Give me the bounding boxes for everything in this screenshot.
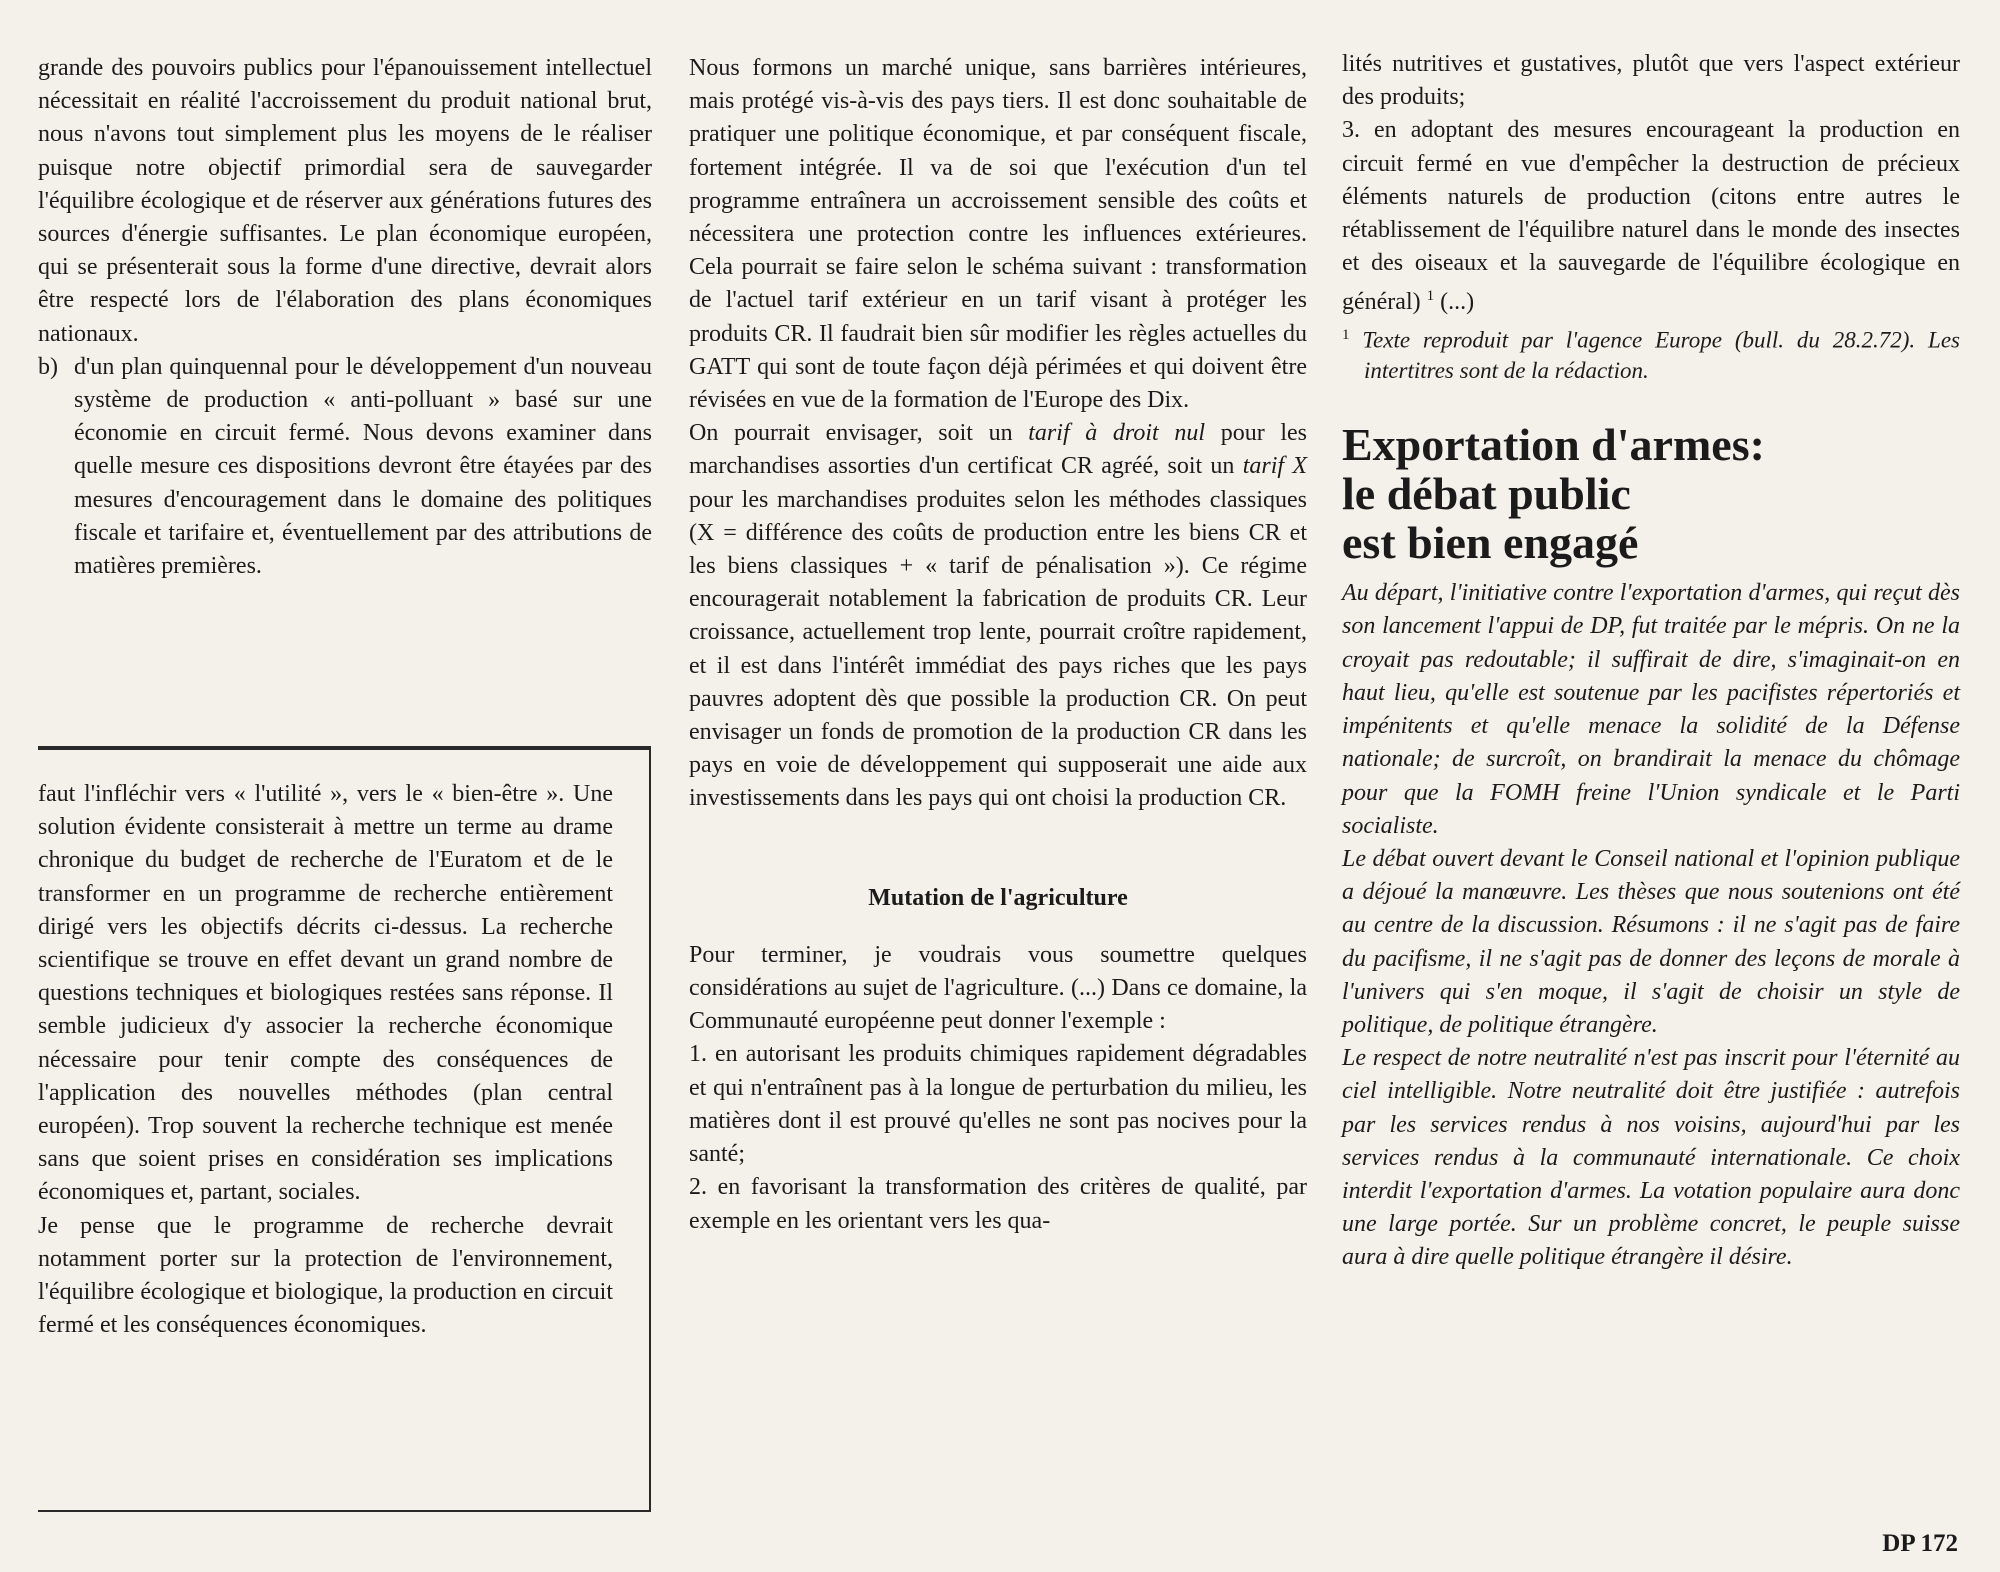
footnote-text: Texte reproduit par l'agence Europe (bull. du 28.2.72). Les intertitres sont de la rédaction. <box>1349 327 1960 384</box>
footnote <box>1342 320 1960 387</box>
list-item-3 <box>1342 114 1960 319</box>
paragraph: grande des pouvoirs publics pour l'épanouissement intellectuel nécessitait en réalité l'accroissement du produit national brut, nous n'avons tout simplement plus les moyens de le réaliser puisque notre objectif primordial sera de sauvegarder l'équilibre écologique et de réserver aux générations futures des sources d'énergie suffisantes. Le plan économique européen, qui se présenterait sous la forme d'une directive, devrait alors être respecté lors de l'élaboration des plans économiques nationaux. <box>38 55 652 347</box>
paragraph: faut l'infléchir vers « l'utilité », vers le « bien-être ». Une solution évidente consisterait à mettre un terme au drame chronique du budget de recherche de l'Euratom et de le transformer en un programme de recherche entièrement dirigé vers les objectifs décrits ci-dessus. La recherche scientifique se trouve en effet devant un grand nombre de questions techniques et biologiques restées sans réponse. Il semble judicieux d'y associer la recherche économique nécessaire pour tenir compte des conséquences de l'application des nouvelles méthodes (plan central européen). Trop souvent la recherche technique est menée sans que soient prises en considération ses implications économiques et, partant, sociales. <box>38 781 613 1206</box>
paragraph: Nous formons un marché unique, sans barrières intérieures, mais protégé vis-à-vis des pays tiers. Il est donc souhaitable de pratiquer une politique économique, et par conséquent fiscale, fortement intégrée. Il va de soi que l'exécution d'un tel programme entraînera un accroissement sensible des coûts et nécessitera une protection contre les influences extérieures. Cela pourrait se faire selon le schéma suivant : transformation de l'actuel tarif extérieur en un tarif visant à protéger les produits CR. Il faudrait bien sûr modifier les règles actuelles du GATT qui sont de toute façon déjà périmées et qui doivent être révisées en vue de la formation de l'Europe des Dix. <box>689 55 1307 414</box>
section-subheading: Mutation de l'agriculture <box>868 884 1128 911</box>
footnote-ref: 1 <box>1426 288 1435 305</box>
text-run: 3. en adoptant des mesures encourageant la production en circuit fermé en vue d'empêcher la destruction de précieux éléments naturels de production (citons entre autres le rétablissement de l'équilibre naturel dans le monde des insectes et des oiseaux et la sauvegarde de l'équilibre écologique en général) <box>1342 117 1960 316</box>
paragraph: Pour terminer, je voudrais vous soumettre quelques considérations au sujet de l'agriculture. (...) Dans ce domaine, la Communauté européenne peut donner l'exemple : <box>689 941 1307 1035</box>
headline-line: est bien engagé <box>1342 517 1639 569</box>
footnote-mark: 1 <box>1342 326 1350 343</box>
emphasis: tarif X <box>1242 453 1307 480</box>
list-item-1: 1. en autorisant les produits chimiques rapidement dégradables et qui n'entraînent pas à la longue de perturbation du milieu, les matières dont il est prouvé qu'elles ne sont pas nocives pour la santé; <box>689 1041 1307 1168</box>
list-item-2: 2. en favorisant la transformation des critères de qualité, par exemple en les orientant vers les qua- <box>689 1174 1307 1234</box>
boxed-insert <box>38 748 651 1512</box>
text-run: On pourrait envisager, soit un <box>689 420 1029 447</box>
column-right <box>1342 48 1960 1275</box>
emphasis: tarif à droit nul <box>1028 420 1206 447</box>
text-run: (...) <box>1434 289 1475 316</box>
list-item-b <box>38 351 652 583</box>
list-text: d'un plan quinquennal pour le développement d'un nouveau système de production « anti-polluant » basé sur une économie en circuit fermé. Nous devons examiner dans quelle mesure ces dispositions devront être étayées par des mesures d'encouragement dans le domaine des politiques fiscale et tarifaire et, éventuellement par des attributions de matières premières. <box>74 353 652 580</box>
text-run: pour les marchandises assorties d'un certificat CR agréé, soit un <box>689 420 1307 480</box>
paragraph <box>689 417 1307 815</box>
headline-line: le débat public <box>1342 468 1631 520</box>
column-left <box>38 52 652 583</box>
text-run: pour les marchandises produites selon les méthodes classiques (X = différence des coûts de production entre les biens CR et les biens classiques + « tarif de pénalisation »). Ce régime encouragerait notablement la fabrication de produits CR. Leur croissance, actuellement trop lente, pourrait croître rapidement, et il est dans l'intérêt immédiat des pays riches que les pays pauvres adoptent dès que possible la production CR. On peut envisager un fonds de promotion de la production CR dans les pays en voie de développement qui supposerait une aide aux investissements dans les pays qui ont choisi la production CR. <box>689 486 1307 812</box>
paragraph: Je pense que le programme de recherche devrait notamment porter sur la protection de l'environnement, l'équilibre écologique et biologique, la production en circuit fermé et les conséquences économiques. <box>38 1212 613 1339</box>
page-number: DP 172 <box>1882 1530 1958 1557</box>
headline-line: Exportation d'armes: <box>1342 419 1765 471</box>
paragraph: lités nutritives et gustatives, plutôt que vers l'aspect extérieur des produits; <box>1342 51 1960 111</box>
italic-paragraph: Au départ, l'initiative contre l'exportation d'armes, qui reçut dès son lancement l'appui de DP, fut traitée par le mépris. On ne la croyait pas redoutable; il suffirait de dire, s'imaginait-on en haut lieu, qu'elle est soutenue par les pacifistes répertoriés et impénitents et qu'elle menace la solidité de la Défense nationale; de surcroît, on brandirait la menace du chômage pour que la FOMH freine l'Union syndicale et le Parti socialiste. <box>1342 580 1960 839</box>
italic-paragraph: Le débat ouvert devant le Conseil national et l'opinion publique a déjoué la manœuvre. Les thèses que nous soutenions ont été au centre de la discussion. Résumons : il ne s'agit pas de faire du pacifisme, il ne s'agit pas de donner des leçons de morale à l'univers qui s'en moque, il s'agit de choisir un style de politique, de politique étrangère. <box>1342 845 1960 1038</box>
list-label: b) <box>38 353 58 380</box>
article-headline <box>1342 420 1960 567</box>
column-middle <box>689 52 1307 1238</box>
italic-paragraph: Le respect de notre neutralité n'est pas inscrit pour l'éternité au ciel intelligible. Notre neutralité doit être justifiée : autrefois par les services rendus à nos voisins, aujourd'hui par les services rendus à la communauté internationale. Ce choix interdit l'exportation d'armes. La votation populaire aura donc une large portée. Sur un problème concret, le peuple suisse aura à dire quelle politique étrangère il désire. <box>1342 1045 1960 1271</box>
